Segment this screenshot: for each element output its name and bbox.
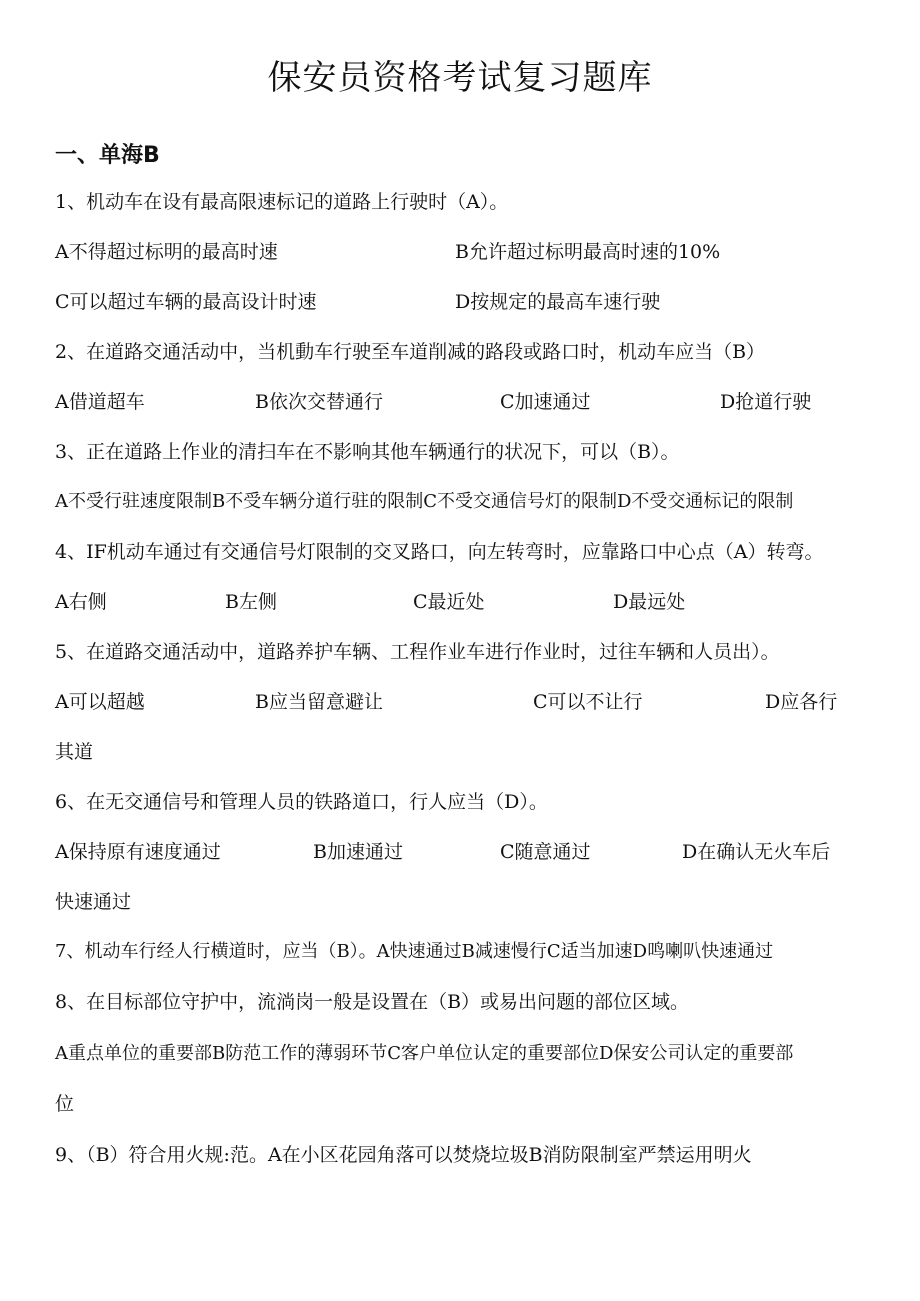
q2-option-d: D抢道行驶	[720, 391, 812, 413]
q6-option-a: A保持原有速度通过	[55, 841, 221, 863]
q5-option-b: B应当留意避让	[255, 691, 383, 713]
question-7: 7、机动车行经人行横道时，应当（B）。A快速通过B减速慢行C适当加速D鸣喇叭快速通过	[55, 941, 774, 962]
q2-option-b: B依次交替通行	[255, 391, 383, 413]
q4-option-b: B左侧	[225, 591, 277, 613]
q5-option-a: A可以超越	[55, 691, 145, 713]
q6-option-b: B加速通过	[313, 841, 403, 863]
q2-option-c: C加速通过	[500, 391, 591, 413]
question-6: 6、在无交通信号和管理人员的铁路道口，行人应当（D）。	[55, 791, 548, 813]
q4-option-a: A右侧	[55, 591, 107, 613]
q6-option-c: C随意通过	[500, 841, 591, 863]
q6-option-d: D在确认无火车后	[682, 841, 831, 863]
q6-option-d-continued: 快速通过	[55, 891, 132, 913]
q5-option-d-continued: 其道	[55, 741, 94, 763]
q1-option-a: A不得超过标明的最高时速	[55, 241, 278, 263]
question-1: 1、机动车在设有最高限速标记的道路上行驶时（A）。	[55, 191, 509, 213]
question-8: 8、在目标部位守护中，流淌岗一般是设置在（B）或易出问题的部位区域。	[55, 991, 690, 1013]
page-title: 保安员资格考试复习题库	[267, 58, 653, 98]
question-9: 9、（B）符合用火规:范。A在小区花园角落可以焚烧垃圾B消防限制室严禁运用明火	[55, 1144, 752, 1166]
q1-option-d: D按规定的最高车速行驶	[455, 291, 661, 313]
q8-options: A重点单位的重要部B防范工作的薄弱环节C客户单位认定的重要部位D保安公司认定的重要部	[55, 1043, 794, 1064]
q1-option-b: B允许超过标明最高时速的10%	[455, 241, 721, 263]
q5-option-d: D应各行	[765, 691, 838, 713]
q5-option-c: C可以不让行	[533, 691, 643, 713]
question-2: 2、在道路交通活动中，当机動车行驶至车道削减的路段或路口时，机动车应当（B）	[55, 341, 766, 363]
section-heading: 一、单海B	[55, 143, 160, 168]
q4-option-c: C最近处	[413, 591, 485, 613]
q8-options-continued: 位	[55, 1093, 75, 1115]
question-4: 4、IF机动车通过有交通信号灯限制的交叉路口，向左转弯时，应靠路口中心点（A）转弯。	[55, 541, 824, 563]
q2-option-a: A借道超车	[55, 391, 145, 413]
q3-options: A不受行驻速度限制B不受车辆分道行驻的限制C不受交通信号灯的限制D不受交通标记的限制	[55, 491, 794, 512]
q4-option-d: D最远处	[613, 591, 686, 613]
question-3: 3、正在道路上作业的清扫车在不影响其他车辆通行的状况下，可以（B）。	[55, 441, 680, 463]
q1-option-c: C可以超过车辆的最高设计时速	[55, 291, 317, 313]
question-5: 5、在道路交通活动中，道路养护车辆、工程作业车进行作业时，过往车辆和人员出）。	[55, 641, 780, 663]
